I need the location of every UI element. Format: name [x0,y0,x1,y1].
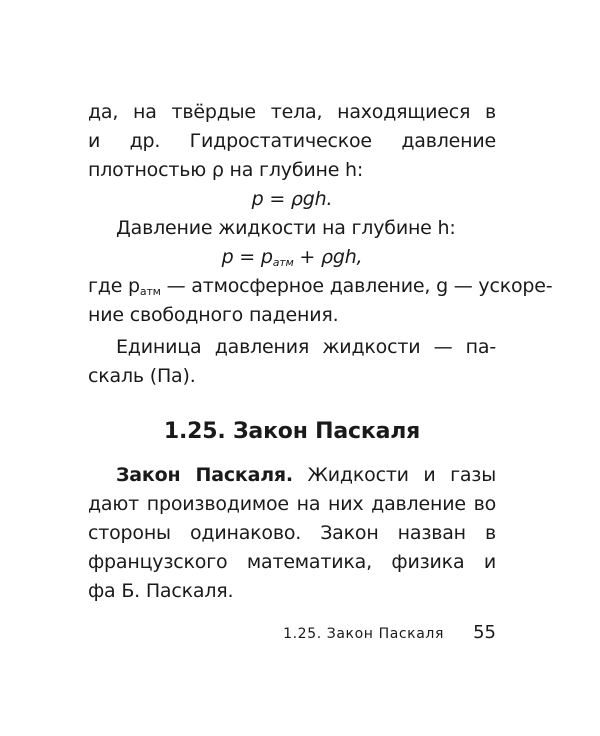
page-footer [88,619,496,649]
section-heading: 1.25. Закон Паскаля [163,419,421,444]
page-content [88,98,553,606]
term-bold: Закон Паскаля. [116,464,293,486]
formula-hydrostatic: p = ρgh. [251,188,333,210]
text-line: ние свободного падения. [88,304,339,326]
text-line: да, на твёрдые тела, находящиеся в [88,101,496,123]
formula-part: p = p [221,246,273,268]
text-line: скаль (Па). [88,365,196,387]
text-line: стороны одинаково. Закон назван в [88,522,496,544]
text-fragment: плотностью ρ на глубине h: [88,159,364,181]
text-line: Давление жидкости на глубине h: [116,217,456,239]
text-fragment: Жидкости и газы [307,464,496,486]
page-number: 55 [473,622,496,643]
text-fragment: где p [88,275,140,297]
formula-part: + ρgh, [293,246,363,268]
text-fragment: — атмосферное давление, g — ускоре- [160,275,553,297]
formula-total-pressure [88,243,496,272]
subscript-atm: атм [272,256,294,269]
running-head: 1.25. Закон Паскаля [283,626,444,642]
text-line: и др. Гидростатическое давление [88,130,496,152]
text-line [88,156,496,185]
text-line [88,272,553,301]
subscript-atm: атм [139,285,161,298]
text-line [88,461,496,490]
text-line: дают производимое на них давление во [88,493,496,515]
text-line: Единица давления жидкости — па- [116,336,496,358]
text-line: французского математика, физика и [88,551,496,573]
text-line: фа Б. Паскаля. [88,580,234,602]
